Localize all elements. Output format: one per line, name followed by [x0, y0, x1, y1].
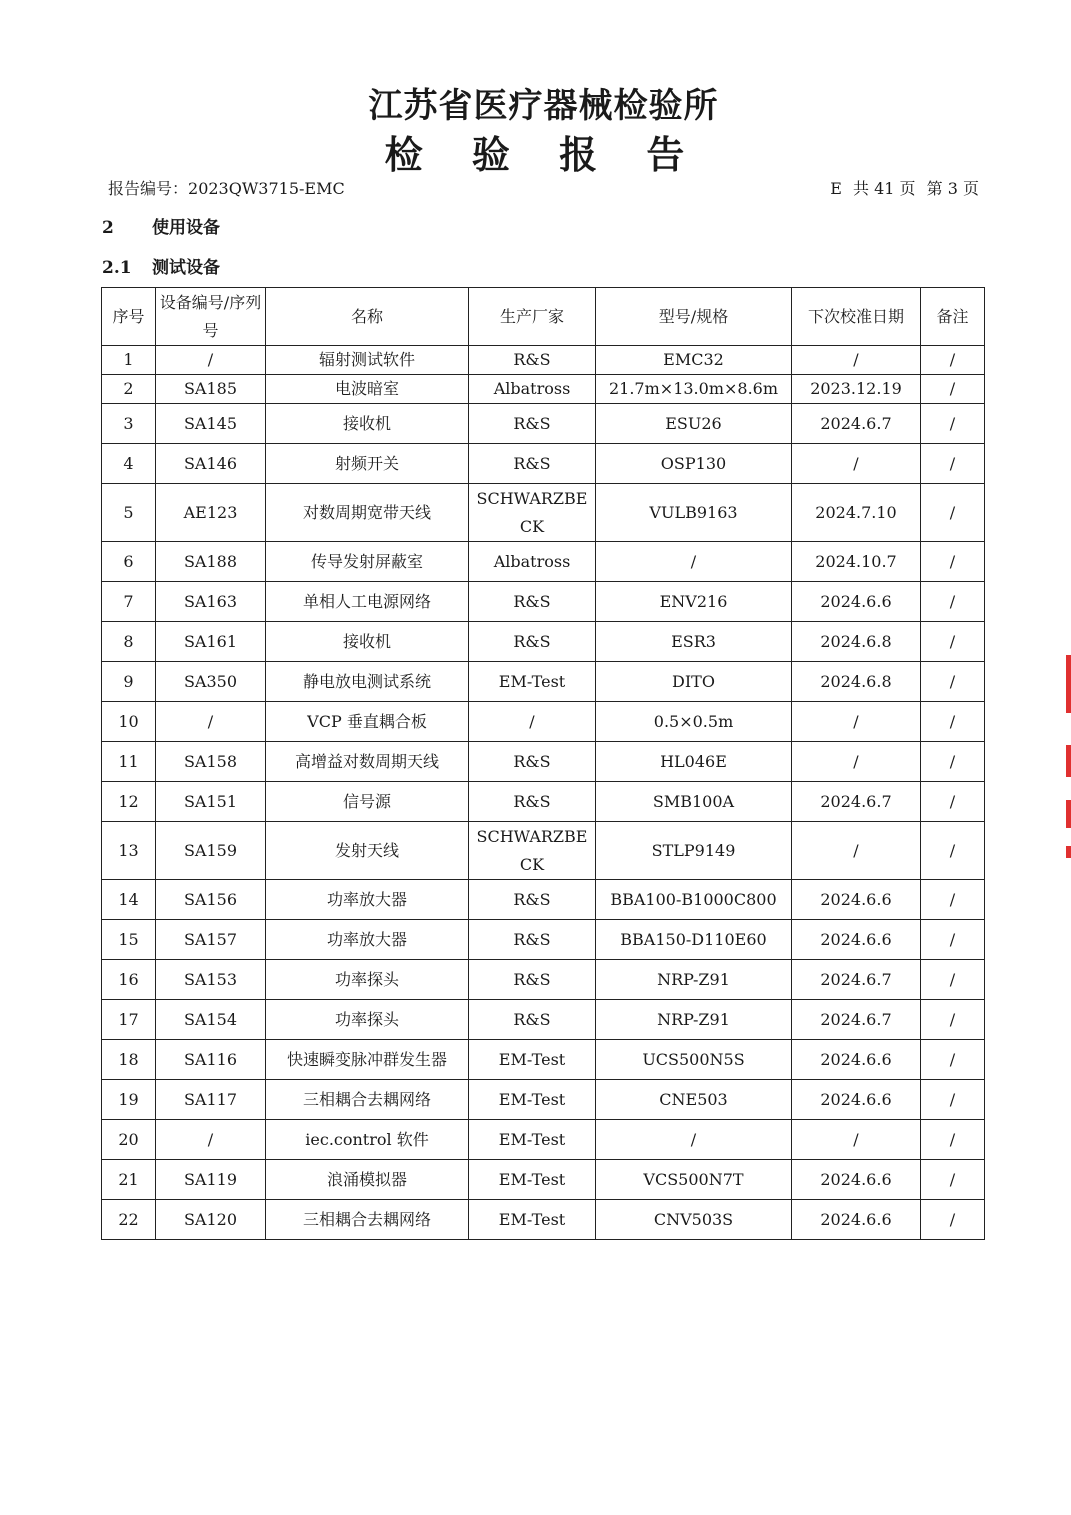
cell-manufacturer: R&S [469, 880, 596, 920]
cell-calibration-date: 2024.6.7 [792, 782, 921, 822]
cell-remarks: / [921, 484, 985, 542]
cell-equipment-id: SA161 [156, 622, 266, 662]
cell-remarks: / [921, 1080, 985, 1120]
cell-model: VCS500N7T [596, 1160, 792, 1200]
cell-manufacturer: EM-Test [469, 1120, 596, 1160]
cell-remarks: / [921, 582, 985, 622]
cell-remarks: / [921, 822, 985, 880]
cell-calibration-date: 2024.6.6 [792, 1080, 921, 1120]
cell-name: VCP 垂直耦合板 [266, 702, 469, 742]
cell-model: BBA100-B1000C800 [596, 880, 792, 920]
cell-seq: 21 [102, 1160, 156, 1200]
cell-name: 功率放大器 [266, 920, 469, 960]
cell-model: CNV503S [596, 1200, 792, 1240]
cell-name: 发射天线 [266, 822, 469, 880]
table-row [102, 880, 985, 920]
table-row [102, 1000, 985, 1040]
cell-equipment-id: SA116 [156, 1040, 266, 1080]
cell-remarks: / [921, 404, 985, 444]
cell-model: EMC32 [596, 346, 792, 375]
cell-equipment-id: SA154 [156, 1000, 266, 1040]
cell-remarks: / [921, 375, 985, 404]
cell-model: BBA150-D110E60 [596, 920, 792, 960]
cell-model: NRP-Z91 [596, 1000, 792, 1040]
stamp-edge-mark [1066, 846, 1071, 858]
cell-calibration-date: 2024.7.10 [792, 484, 921, 542]
table-row [102, 702, 985, 742]
cell-equipment-id: SA158 [156, 742, 266, 782]
table-row [102, 582, 985, 622]
cell-equipment-id: SA119 [156, 1160, 266, 1200]
table-row [102, 404, 985, 444]
cell-equipment-id: SA156 [156, 880, 266, 920]
document-title: 检 验 报 告 [384, 132, 703, 177]
col-header-seq: 序号 [102, 288, 156, 346]
table-row [102, 375, 985, 404]
table-row [102, 542, 985, 582]
cell-seq: 14 [102, 880, 156, 920]
cell-model: 0.5×0.5m [596, 702, 792, 742]
cell-name: 浪涌模拟器 [266, 1160, 469, 1200]
cell-manufacturer: EM-Test [469, 1200, 596, 1240]
cell-seq: 2 [102, 375, 156, 404]
cell-calibration-date: 2024.6.8 [792, 662, 921, 702]
equipment-table-body [102, 346, 985, 1240]
page-total: 共 41 页 [853, 179, 916, 198]
cell-equipment-id: SA146 [156, 444, 266, 484]
cell-equipment-id: AE123 [156, 484, 266, 542]
cell-manufacturer: R&S [469, 582, 596, 622]
cell-seq: 11 [102, 742, 156, 782]
cell-seq: 4 [102, 444, 156, 484]
cell-calibration-date: 2024.6.6 [792, 1040, 921, 1080]
table-row [102, 1040, 985, 1080]
table-row [102, 742, 985, 782]
table-row [102, 662, 985, 702]
cell-calibration-date: 2024.6.8 [792, 622, 921, 662]
stamp-edge-mark [1066, 655, 1071, 713]
cell-seq: 5 [102, 484, 156, 542]
report-number-label: 报告编号： [108, 179, 189, 198]
cell-name: 高增益对数周期天线 [266, 742, 469, 782]
cell-model: DITO [596, 662, 792, 702]
section-number: 2.1 [102, 258, 132, 278]
section-title: 使用设备 [152, 218, 220, 238]
cell-remarks: / [921, 662, 985, 702]
cell-name: 射频开关 [266, 444, 469, 484]
cell-model: / [596, 1120, 792, 1160]
cell-name: 辐射测试软件 [266, 346, 469, 375]
cell-model: NRP-Z91 [596, 960, 792, 1000]
cell-name: 接收机 [266, 622, 469, 662]
cell-remarks: / [921, 702, 985, 742]
cell-seq: 8 [102, 622, 156, 662]
cell-name: 功率探头 [266, 960, 469, 1000]
table-row [102, 920, 985, 960]
cell-calibration-date: 2024.6.6 [792, 880, 921, 920]
section-heading-2-1 [102, 253, 220, 278]
cell-name: 接收机 [266, 404, 469, 444]
table-row [102, 346, 985, 375]
cell-manufacturer: Albatross [469, 542, 596, 582]
cell-calibration-date: / [792, 742, 921, 782]
cell-remarks: / [921, 1160, 985, 1200]
cell-name: 对数周期宽带天线 [266, 484, 469, 542]
cell-calibration-date: 2024.6.6 [792, 582, 921, 622]
cell-manufacturer: EM-Test [469, 1160, 596, 1200]
cell-name: 电波暗室 [266, 375, 469, 404]
institution-title: 江苏省医疗器械检验所 [368, 86, 719, 126]
col-header-equipment-id: 设备编号/序列号 [156, 288, 266, 346]
cell-name: 三相耦合去耦网络 [266, 1080, 469, 1120]
cell-seq: 3 [102, 404, 156, 444]
cell-model: OSP130 [596, 444, 792, 484]
table-row [102, 484, 985, 542]
cell-model: UCS500N5S [596, 1040, 792, 1080]
cell-manufacturer: R&S [469, 444, 596, 484]
cell-calibration-date: / [792, 346, 921, 375]
cell-name: 功率放大器 [266, 880, 469, 920]
cell-calibration-date: 2024.6.6 [792, 1200, 921, 1240]
cell-seq: 19 [102, 1080, 156, 1120]
cell-remarks: / [921, 1200, 985, 1240]
table-row [102, 1120, 985, 1160]
cell-seq: 22 [102, 1200, 156, 1240]
cell-remarks: / [921, 1040, 985, 1080]
cell-manufacturer: / [469, 702, 596, 742]
cell-seq: 7 [102, 582, 156, 622]
cell-remarks: / [921, 444, 985, 484]
col-header-calibration-date: 下次校准日期 [792, 288, 921, 346]
report-number-value: 2023QW3715-EMC [188, 179, 345, 198]
table-row [102, 622, 985, 662]
cell-model: STLP9149 [596, 822, 792, 880]
report-number [108, 176, 345, 199]
cell-manufacturer: R&S [469, 742, 596, 782]
table-row [102, 822, 985, 880]
cell-calibration-date: / [792, 822, 921, 880]
cell-seq: 13 [102, 822, 156, 880]
cell-manufacturer: R&S [469, 960, 596, 1000]
cell-seq: 1 [102, 346, 156, 375]
table-row [102, 444, 985, 484]
cell-seq: 18 [102, 1040, 156, 1080]
cell-equipment-id: / [156, 346, 266, 375]
page-prefix: E [830, 179, 842, 198]
cell-manufacturer: EM-Test [469, 662, 596, 702]
cell-remarks: / [921, 1000, 985, 1040]
col-header-remarks: 备注 [921, 288, 985, 346]
cell-remarks: / [921, 1120, 985, 1160]
cell-calibration-date: / [792, 1120, 921, 1160]
cell-model: ESR3 [596, 622, 792, 662]
stamp-edge-mark [1066, 745, 1071, 777]
table-row [102, 1160, 985, 1200]
cell-remarks: / [921, 346, 985, 375]
cell-equipment-id: SA188 [156, 542, 266, 582]
cell-manufacturer: R&S [469, 920, 596, 960]
cell-name: 功率探头 [266, 1000, 469, 1040]
cell-seq: 20 [102, 1120, 156, 1160]
cell-calibration-date: 2024.6.7 [792, 404, 921, 444]
cell-remarks: / [921, 742, 985, 782]
cell-seq: 15 [102, 920, 156, 960]
col-header-manufacturer: 生产厂家 [469, 288, 596, 346]
table-row [102, 1200, 985, 1240]
cell-remarks: / [921, 920, 985, 960]
table-header-row [102, 288, 985, 346]
cell-model: 21.7m×13.0m×8.6m [596, 375, 792, 404]
cell-model: ENV216 [596, 582, 792, 622]
cell-equipment-id: SA350 [156, 662, 266, 702]
cell-manufacturer: R&S [469, 782, 596, 822]
cell-equipment-id: / [156, 1120, 266, 1160]
cell-name: 信号源 [266, 782, 469, 822]
cell-model: ESU26 [596, 404, 792, 444]
cell-equipment-id: SA117 [156, 1080, 266, 1120]
cell-name: 快速瞬变脉冲群发生器 [266, 1040, 469, 1080]
table-row [102, 1080, 985, 1120]
cell-equipment-id: SA153 [156, 960, 266, 1000]
cell-manufacturer: EM-Test [469, 1080, 596, 1120]
cell-manufacturer: SCHWARZBECK [469, 484, 596, 542]
table-row [102, 782, 985, 822]
cell-manufacturer: EM-Test [469, 1040, 596, 1080]
cell-calibration-date: 2024.6.7 [792, 960, 921, 1000]
table-row [102, 960, 985, 1000]
cell-manufacturer: R&S [469, 1000, 596, 1040]
cell-equipment-id: SA159 [156, 822, 266, 880]
cell-seq: 10 [102, 702, 156, 742]
cell-calibration-date: 2024.10.7 [792, 542, 921, 582]
cell-calibration-date: / [792, 444, 921, 484]
cell-name: 传导发射屏蔽室 [266, 542, 469, 582]
cell-name: 三相耦合去耦网络 [266, 1200, 469, 1240]
section-number: 2 [102, 218, 114, 238]
cell-equipment-id: SA185 [156, 375, 266, 404]
cell-manufacturer: R&S [469, 404, 596, 444]
cell-seq: 16 [102, 960, 156, 1000]
cell-calibration-date: / [792, 702, 921, 742]
cell-manufacturer: R&S [469, 622, 596, 662]
page-info [824, 176, 979, 199]
cell-manufacturer: Albatross [469, 375, 596, 404]
cell-equipment-id: SA163 [156, 582, 266, 622]
cell-seq: 6 [102, 542, 156, 582]
cell-calibration-date: 2023.12.19 [792, 375, 921, 404]
section-heading-2 [102, 213, 220, 238]
cell-remarks: / [921, 782, 985, 822]
cell-equipment-id: SA145 [156, 404, 266, 444]
cell-name: iec.control 软件 [266, 1120, 469, 1160]
cell-model: / [596, 542, 792, 582]
cell-model: VULB9163 [596, 484, 792, 542]
cell-seq: 12 [102, 782, 156, 822]
cell-remarks: / [921, 542, 985, 582]
cell-remarks: / [921, 960, 985, 1000]
col-header-name: 名称 [266, 288, 469, 346]
cell-seq: 9 [102, 662, 156, 702]
cell-equipment-id: SA157 [156, 920, 266, 960]
cell-equipment-id: / [156, 702, 266, 742]
cell-model: SMB100A [596, 782, 792, 822]
cell-model: HL046E [596, 742, 792, 782]
page-current: 第 3 页 [926, 179, 979, 198]
cell-calibration-date: 2024.6.6 [792, 1160, 921, 1200]
stamp-edge-mark [1066, 800, 1071, 828]
cell-seq: 17 [102, 1000, 156, 1040]
cell-equipment-id: SA151 [156, 782, 266, 822]
col-header-model: 型号/规格 [596, 288, 792, 346]
section-title: 测试设备 [152, 258, 220, 278]
cell-remarks: / [921, 622, 985, 662]
cell-remarks: / [921, 880, 985, 920]
cell-name: 静电放电测试系统 [266, 662, 469, 702]
cell-name: 单相人工电源网络 [266, 582, 469, 622]
cell-manufacturer: SCHWARZBECK [469, 822, 596, 880]
cell-calibration-date: 2024.6.7 [792, 1000, 921, 1040]
cell-calibration-date: 2024.6.6 [792, 920, 921, 960]
cell-model: CNE503 [596, 1080, 792, 1120]
cell-equipment-id: SA120 [156, 1200, 266, 1240]
equipment-table [101, 287, 985, 1240]
cell-manufacturer: R&S [469, 346, 596, 375]
